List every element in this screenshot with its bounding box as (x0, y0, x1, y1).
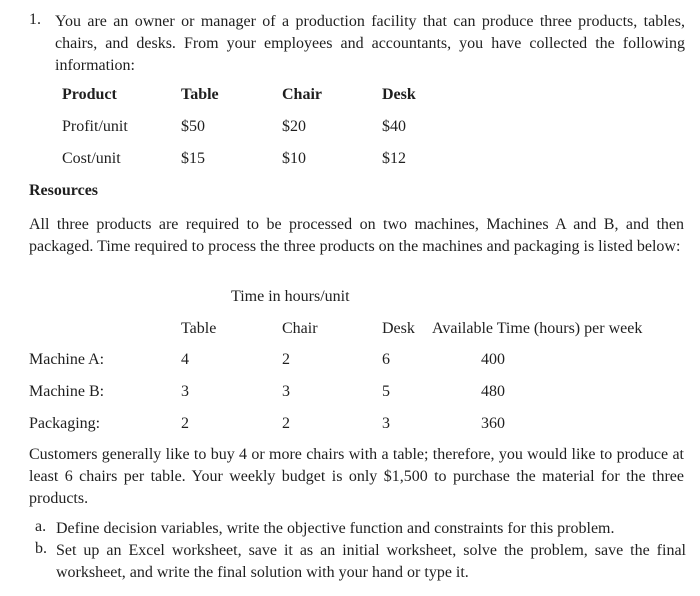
machine-b-available: 480 (481, 383, 505, 400)
chair-cost: $10 (282, 150, 306, 167)
time-header-desk: Desk (382, 320, 415, 337)
task-b-marker: b. (35, 540, 47, 557)
table-cost: $15 (181, 150, 205, 167)
task-a-text: Define decision variables, write the objective function and constraints for this problem. (56, 520, 615, 537)
time-header-chair: Chair (282, 320, 318, 337)
table-profit: $50 (181, 118, 205, 135)
resources-text: All three products are required to be processed on two machines, Machines A and B, and then packaged. Time required to process the three products on the machines and packaging is listed below: (29, 216, 684, 255)
task-b-text: Set up an Excel worksheet, save it as an initial worksheet, solve the problem, save the final worksheet, and write the final solution with your hand or type it. (56, 542, 686, 581)
packaging-chair: 2 (282, 415, 290, 432)
cost-label: Cost/unit (62, 150, 121, 167)
packaging-label: Packaging: (29, 415, 101, 432)
question-number: 1. (29, 11, 41, 28)
machine-a-chair: 2 (282, 351, 290, 368)
constraints-text: Customers generally like to buy 4 or more chairs with a table; therefore, you would like to produce at least 6 chairs per table. Your weekly budget is only $1,500 to purchase the material for the three products. (29, 446, 684, 507)
profit-label: Profit/unit (62, 118, 128, 135)
machine-b-desk: 5 (382, 383, 390, 400)
packaging-table: 2 (181, 415, 189, 432)
machine-b-label: Machine B: (29, 383, 105, 400)
machine-b-table: 3 (181, 383, 189, 400)
machine-b-chair: 3 (282, 383, 290, 400)
machine-a-table: 4 (181, 351, 189, 368)
desk-header: Desk (382, 86, 416, 103)
desk-cost: $12 (382, 150, 406, 167)
time-header-available: Available Time (hours) per week (432, 320, 643, 337)
task-a-marker: a. (35, 518, 47, 535)
question-intro: You are an owner or manager of a production facility that can produce three products, tables, chairs, and desks. From your employees and accountants, you have collected the following information: (55, 13, 685, 74)
product-header: Product (62, 86, 117, 103)
packaging-available: 360 (481, 415, 505, 432)
machine-a-available: 400 (481, 351, 505, 368)
chair-header: Chair (282, 86, 322, 103)
packaging-desk: 3 (382, 415, 390, 432)
time-caption: Time in hours/unit (231, 288, 350, 305)
resources-heading: Resources (29, 182, 99, 199)
chair-profit: $20 (282, 118, 306, 135)
time-header-table: Table (181, 320, 217, 337)
machine-a-label: Machine A: (29, 351, 105, 368)
machine-a-desk: 6 (382, 351, 390, 368)
desk-profit: $40 (382, 118, 406, 135)
table-header: Table (181, 86, 219, 103)
